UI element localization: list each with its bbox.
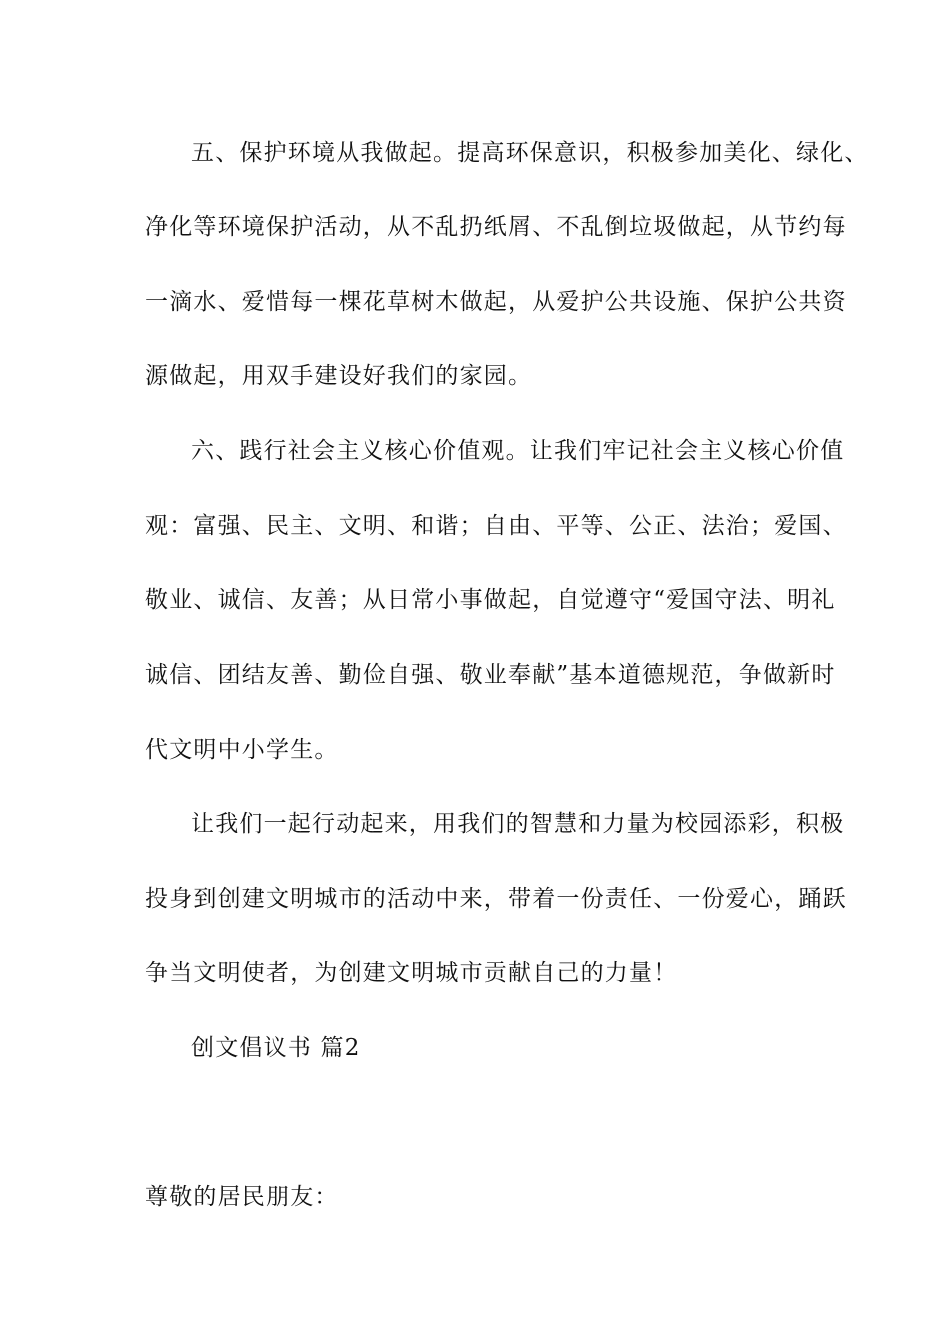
paragraph-6-line-2: 观：富强、民主、文明、和谐；自由、平等、公正、法治；爱国、	[145, 513, 847, 539]
paragraph-5-line-4: 源做起，用双手建设好我们的家园。	[145, 363, 533, 389]
paragraph-6-line-1: 六、践行社会主义核心价值观。让我们牢记社会主义核心价值	[191, 438, 845, 464]
section-heading: 创文倡议书 篇2	[191, 1035, 361, 1061]
paragraph-5-line-2: 净化等环境保护活动，从不乱扔纸屑、不乱倒垃圾做起，从节约每	[145, 214, 847, 240]
paragraph-5-line-1: 五、保护环境从我做起。提高环保意识，积极参加美化、绿化、	[191, 140, 869, 166]
salutation: 尊敬的居民朋友：	[145, 1184, 339, 1210]
closing-paragraph-line-3: 争当文明使者，为创建文明城市贡献自己的力量！	[145, 960, 678, 986]
closing-paragraph-line-1: 让我们一起行动起来，用我们的智慧和力量为校园添彩，积极	[191, 811, 845, 837]
paragraph-6-line-5: 代文明中小学生。	[145, 737, 339, 763]
paragraph-5-line-3: 一滴水、爱惜每一棵花草树木做起，从爱护公共设施、保护公共资	[145, 289, 847, 315]
closing-paragraph-line-2: 投身到创建文明城市的活动中来，带着一份责任、一份爱心，踊跃	[145, 886, 847, 912]
paragraph-6-line-3: 敬业、诚信、友善；从日常小事做起，自觉遵守“爱国守法、明礼	[145, 587, 836, 613]
paragraph-6-line-4: 诚信、团结友善、勤俭自强、敬业奉献”基本道德规范，争做新时	[145, 662, 836, 688]
